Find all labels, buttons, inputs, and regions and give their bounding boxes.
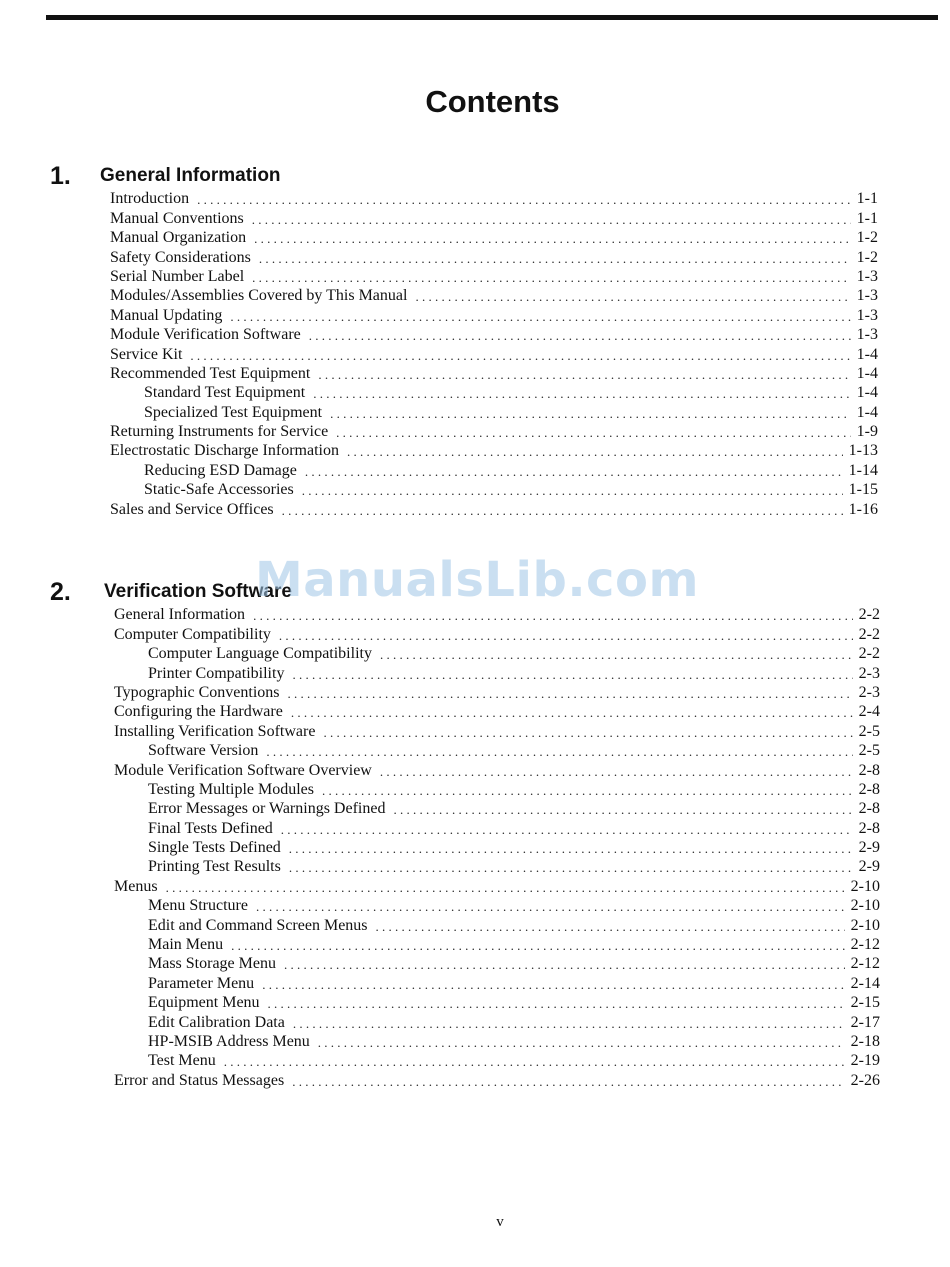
- toc-entry-page: 1-4: [856, 384, 878, 402]
- toc-entry-label: Menu Structure: [148, 897, 248, 915]
- dot-leader: [282, 502, 843, 519]
- toc-entry-page: 1-3: [856, 306, 878, 324]
- dot-leader: [330, 405, 851, 422]
- dot-leader: [347, 443, 843, 460]
- toc-entry-label: Manual Organization: [110, 229, 247, 247]
- toc-entry-page: 2-12: [850, 936, 880, 954]
- toc-entry-label: Mass Storage Menu: [148, 955, 276, 973]
- toc-entry-page: 2-17: [850, 1013, 880, 1031]
- toc-entry: [148, 741, 880, 760]
- toc-entry-label: Edit and Command Screen Menus: [148, 916, 368, 934]
- toc-entry-label: Error and Status Messages: [114, 1071, 285, 1089]
- dot-leader: [252, 269, 851, 286]
- toc-entry-page: 2-8: [858, 800, 880, 818]
- toc-entry-label: Manual Conventions: [110, 209, 244, 227]
- toc-entry-label: Computer Compatibility: [114, 625, 271, 643]
- dot-leader: [376, 918, 845, 935]
- dot-leader: [318, 1034, 845, 1051]
- toc-entry-page: 2-12: [850, 955, 880, 973]
- toc-entry: [144, 460, 878, 479]
- dot-leader: [293, 1015, 845, 1032]
- toc-entry: [110, 189, 878, 208]
- toc-entry: [114, 1070, 880, 1089]
- toc-entry-page: 1-16: [848, 500, 878, 518]
- toc-entry: [148, 780, 880, 799]
- toc-entry: [148, 1051, 880, 1070]
- dot-leader: [166, 879, 845, 896]
- toc-entry: [148, 954, 880, 973]
- toc-entry-label: Static-Safe Accessories: [144, 481, 294, 499]
- toc-entry-page: 1-4: [856, 345, 878, 363]
- section-general-information: [0, 162, 950, 519]
- toc-entry-label: Test Menu: [148, 1052, 216, 1070]
- toc-entry-page: 2-18: [850, 1032, 880, 1050]
- toc-entry: [110, 499, 878, 518]
- section-header: [0, 578, 950, 608]
- toc-entry: [110, 364, 878, 383]
- dot-leader: [292, 666, 852, 683]
- section-title: General Information: [100, 165, 281, 186]
- toc-entry-page: 2-10: [850, 877, 880, 895]
- toc-entry-label: Returning Instruments for Service: [110, 423, 329, 441]
- toc-entry-label: Testing Multiple Modules: [148, 780, 314, 798]
- toc-entry-label: General Information: [114, 606, 246, 624]
- toc-list: [0, 189, 950, 519]
- section-number: 2.: [50, 578, 71, 606]
- toc-entry-page: 2-9: [858, 858, 880, 876]
- toc-entry: [148, 799, 880, 818]
- toc-entry-page: 1-14: [848, 461, 878, 479]
- toc-entry-page: 1-9: [856, 423, 878, 441]
- page-number: v: [496, 1214, 504, 1230]
- dot-leader: [252, 211, 851, 228]
- toc-entry: [114, 624, 880, 643]
- section-header: [0, 162, 950, 192]
- toc-entry-page: 2-2: [858, 625, 880, 643]
- dot-leader: [393, 801, 852, 818]
- dot-leader: [323, 724, 852, 741]
- toc-entry-page: 2-2: [858, 606, 880, 624]
- toc-entry-page: 2-8: [858, 761, 880, 779]
- dot-leader: [231, 937, 845, 954]
- dot-leader: [197, 191, 851, 208]
- dot-leader: [259, 250, 851, 267]
- toc-entry: [114, 760, 880, 779]
- dot-leader: [230, 308, 850, 325]
- toc-entry-page: 1-13: [848, 442, 878, 460]
- toc-entry-label: Computer Language Compatibility: [148, 645, 372, 663]
- dot-leader: [313, 385, 850, 402]
- toc-entry: [110, 344, 878, 363]
- toc-entry: [148, 993, 880, 1012]
- toc-entry: [110, 305, 878, 324]
- dot-leader: [309, 327, 851, 344]
- toc-entry-page: 2-19: [850, 1052, 880, 1070]
- dot-leader: [322, 782, 853, 799]
- toc-entry: [114, 876, 880, 895]
- toc-entry-page: 2-15: [850, 994, 880, 1012]
- toc-entry-label: Specialized Test Equipment: [144, 403, 323, 421]
- toc-entry-label: Parameter Menu: [148, 974, 255, 992]
- dot-leader: [254, 230, 851, 247]
- toc-entry: [110, 267, 878, 286]
- toc-entry-label: Error Messages or Warnings Defined: [148, 800, 386, 818]
- toc-entry: [110, 286, 878, 305]
- toc-entry-label: Typographic Conventions: [114, 683, 280, 701]
- toc-entry-page: 2-26: [850, 1071, 880, 1089]
- toc-entry-page: 1-2: [856, 229, 878, 247]
- toc-entry-label: Module Verification Software Overview: [114, 761, 372, 779]
- toc-entry-page: 2-2: [858, 645, 880, 663]
- dot-leader: [253, 607, 853, 624]
- toc-entry: [144, 480, 878, 499]
- top-rule: [46, 15, 938, 20]
- dot-leader: [289, 859, 853, 876]
- toc-entry: [148, 838, 880, 857]
- dot-leader: [302, 482, 843, 499]
- dot-leader: [289, 840, 853, 857]
- toc-entry: [148, 935, 880, 954]
- toc-entry-label: Edit Calibration Data: [148, 1013, 285, 1031]
- toc-entry: [148, 644, 880, 663]
- toc-entry-page: 2-3: [858, 683, 880, 701]
- toc-entry-label: Final Tests Defined: [148, 819, 273, 837]
- toc-entry-label: Reducing ESD Damage: [144, 461, 297, 479]
- toc-entry-label: Recommended Test Equipment: [110, 364, 311, 382]
- toc-entry-label: Electrostatic Discharge Information: [110, 442, 339, 460]
- toc-entry: [148, 1032, 880, 1051]
- dot-leader: [262, 976, 844, 993]
- dot-leader: [224, 1053, 845, 1070]
- toc-entry-page: 2-5: [858, 742, 880, 760]
- toc-entry-page: 1-3: [856, 267, 878, 285]
- toc-entry: [148, 915, 880, 934]
- toc-entry-page: 2-4: [858, 703, 880, 721]
- dot-leader: [288, 685, 853, 702]
- section-verification-software: [0, 578, 950, 1090]
- toc-entry-label: Manual Updating: [110, 306, 223, 324]
- toc-entry-label: Service Kit: [110, 345, 183, 363]
- toc-entry-label: Safety Considerations: [110, 248, 251, 266]
- toc-entry: [148, 818, 880, 837]
- toc-entry: [148, 1012, 880, 1031]
- dot-leader: [279, 627, 853, 644]
- toc-entry-page: 2-5: [858, 722, 880, 740]
- toc-entry-label: Configuring the Hardware: [114, 703, 283, 721]
- toc-entry-page: 1-4: [856, 403, 878, 421]
- watermark: ManualsLib.com: [255, 552, 699, 608]
- dot-leader: [336, 424, 851, 441]
- toc-entry: [110, 228, 878, 247]
- toc-entry-label: Modules/Assemblies Covered by This Manual: [110, 287, 408, 305]
- toc-entry-label: Software Version: [148, 742, 259, 760]
- toc-entry-label: Sales and Service Offices: [110, 500, 274, 518]
- toc-entry: [110, 247, 878, 266]
- toc-entry: [110, 208, 878, 227]
- dot-leader: [256, 898, 845, 915]
- dot-leader: [380, 646, 853, 663]
- toc-entry: [110, 325, 878, 344]
- toc-entry: [144, 402, 878, 421]
- toc-entry-label: Equipment Menu: [148, 994, 260, 1012]
- toc-entry-page: 1-3: [856, 287, 878, 305]
- dot-leader: [281, 821, 853, 838]
- toc-entry-label: HP-MSIB Address Menu: [148, 1032, 310, 1050]
- toc-entry-page: 2-8: [858, 780, 880, 798]
- toc-entry-label: Module Verification Software: [110, 326, 301, 344]
- dot-leader: [318, 366, 850, 383]
- section-number: 1.: [50, 162, 71, 190]
- toc-entry-label: Introduction: [110, 190, 190, 208]
- toc-entry-page: 1-1: [856, 190, 878, 208]
- dot-leader: [291, 704, 853, 721]
- toc-entry-page: 2-10: [850, 916, 880, 934]
- dot-leader: [284, 956, 845, 973]
- toc-entry-page: 1-1: [856, 209, 878, 227]
- toc-entry: [114, 683, 880, 702]
- dot-leader: [305, 463, 843, 480]
- toc-entry: [110, 422, 878, 441]
- dot-leader: [190, 347, 850, 364]
- dot-leader: [380, 763, 853, 780]
- toc-entry-label: Single Tests Defined: [148, 839, 281, 857]
- toc-entry-page: 2-3: [858, 664, 880, 682]
- dot-leader: [266, 743, 852, 760]
- toc-entry: [114, 605, 880, 624]
- toc-entry-label: Menus: [114, 877, 158, 895]
- toc-entry-label: Installing Verification Software: [114, 722, 316, 740]
- toc-entry: [148, 973, 880, 992]
- toc-entry-page: 2-8: [858, 819, 880, 837]
- toc-entry-label: Printer Compatibility: [148, 664, 285, 682]
- toc-list: [0, 605, 950, 1090]
- toc-entry-label: Serial Number Label: [110, 267, 245, 285]
- toc-entry: [148, 896, 880, 915]
- toc-entry-page: 1-3: [856, 326, 878, 344]
- dot-leader: [415, 288, 850, 305]
- toc-entry: [148, 857, 880, 876]
- toc-entry: [144, 383, 878, 402]
- toc-entry: [114, 721, 880, 740]
- toc-entry: [114, 702, 880, 721]
- toc-entry-page: 1-15: [848, 481, 878, 499]
- toc-entry-label: Standard Test Equipment: [144, 384, 306, 402]
- toc-entry: [148, 663, 880, 682]
- toc-entry-page: 1-2: [856, 248, 878, 266]
- toc-entry-page: 2-9: [858, 839, 880, 857]
- page-title: Contents: [425, 84, 560, 119]
- toc-entry-page: 1-4: [856, 364, 878, 382]
- dot-leader: [292, 1073, 844, 1090]
- toc-entry-page: 2-14: [850, 974, 880, 992]
- toc-entry: [110, 441, 878, 460]
- toc-entry-label: Main Menu: [148, 936, 224, 954]
- dot-leader: [268, 995, 845, 1012]
- section-title: Verification Software: [104, 581, 292, 602]
- toc-entry-label: Printing Test Results: [148, 858, 281, 876]
- toc-entry-page: 2-10: [850, 897, 880, 915]
